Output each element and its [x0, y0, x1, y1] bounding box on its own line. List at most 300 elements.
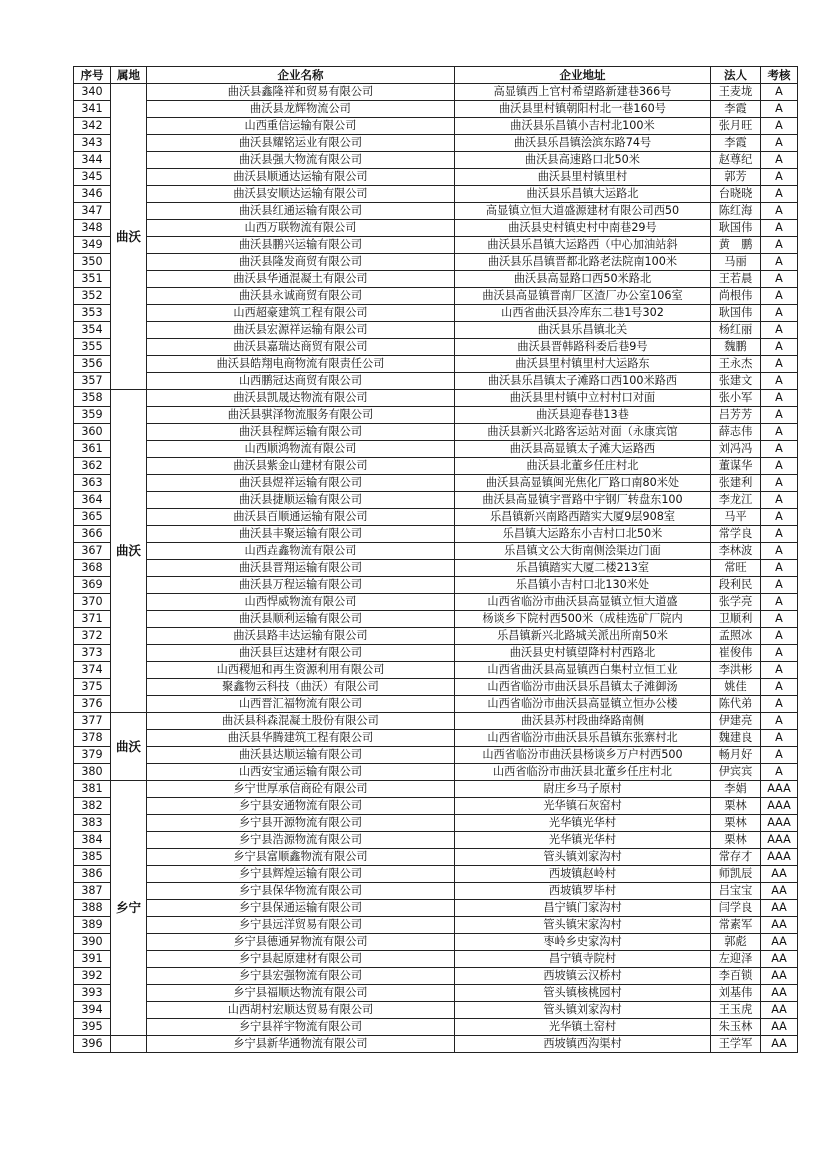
cell-company-name: 山西万联物流有限公司	[147, 220, 455, 237]
table-row	[74, 696, 798, 713]
cell-company-address: 曲沃县乐昌镇大运路北	[455, 186, 711, 203]
cell-company-name: 乡宁县浩源物流有限公司	[147, 832, 455, 849]
cell-rating: A	[761, 611, 798, 628]
cell-company-address: 光华镇光华村	[455, 832, 711, 849]
cell-legal-rep: 孟照冰	[711, 628, 761, 645]
cell-company-name: 曲沃县丰聚运输有限公司	[147, 526, 455, 543]
cell-company-name: 曲沃县百顺通运输有限公司	[147, 509, 455, 526]
cell-company-address: 曲沃县史村镇史村中南巷29号	[455, 220, 711, 237]
cell-rating: AAA	[761, 798, 798, 815]
cell-company-address: 曲沃县里村镇里村	[455, 169, 711, 186]
cell-company-name: 乡宁县起原建材有限公司	[147, 951, 455, 968]
cell-company-address: 曲沃县乐昌镇小吉村北100米	[455, 118, 711, 135]
table-row	[74, 1002, 798, 1019]
cell-company-name: 聚鑫物云科技（曲沃）有限公司	[147, 679, 455, 696]
cell-seq: 356	[74, 356, 111, 373]
cell-seq: 375	[74, 679, 111, 696]
cell-seq: 389	[74, 917, 111, 934]
cell-rating: A	[761, 186, 798, 203]
cell-company-address: 乐昌镇新兴南路西踏实大厦9层908室	[455, 509, 711, 526]
cell-seq: 371	[74, 611, 111, 628]
cell-company-address: 光华镇光华村	[455, 815, 711, 832]
table-row	[74, 84, 798, 101]
cell-legal-rep: 朱玉林	[711, 1019, 761, 1036]
cell-rating: A	[761, 101, 798, 118]
cell-company-address: 曲沃县乐昌镇大运路西（中心加油站斜	[455, 237, 711, 254]
cell-company-address: 山西省临汾市曲沃县乐昌镇东张寨村北	[455, 730, 711, 747]
cell-legal-rep: 陈红海	[711, 203, 761, 220]
cell-seq: 365	[74, 509, 111, 526]
cell-legal-rep: 伊宾宾	[711, 764, 761, 781]
cell-company-name: 曲沃县隆发商贸有限公司	[147, 254, 455, 271]
cell-company-address: 曲沃县乐昌镇北关	[455, 322, 711, 339]
cell-seq: 394	[74, 1002, 111, 1019]
cell-seq: 363	[74, 475, 111, 492]
cell-seq: 385	[74, 849, 111, 866]
cell-company-name: 山西超豪建筑工程有限公司	[147, 305, 455, 322]
table-row	[74, 594, 798, 611]
cell-rating: AA	[761, 1019, 798, 1036]
table-row	[74, 747, 798, 764]
cell-legal-rep: 崔俊伟	[711, 645, 761, 662]
cell-legal-rep: 闫学良	[711, 900, 761, 917]
cell-rating: A	[761, 356, 798, 373]
cell-company-name: 曲沃县顺利运输有限公司	[147, 611, 455, 628]
cell-legal-rep: 尚根伟	[711, 288, 761, 305]
table-row	[74, 679, 798, 696]
table-row	[74, 101, 798, 118]
cell-seq: 374	[74, 662, 111, 679]
table-row	[74, 390, 798, 407]
cell-company-name: 曲沃县万程运输有限公司	[147, 577, 455, 594]
cell-legal-rep: 王麦垅	[711, 84, 761, 101]
cell-rating: AA	[761, 917, 798, 934]
cell-legal-rep: 王若晨	[711, 271, 761, 288]
cell-rating: A	[761, 169, 798, 186]
table-row	[74, 968, 798, 985]
table-row	[74, 1036, 798, 1053]
header-legal-rep: 法人	[711, 67, 761, 84]
cell-company-name: 曲沃县永诚商贸有限公司	[147, 288, 455, 305]
cell-legal-rep: 赵尊纪	[711, 152, 761, 169]
table-row	[74, 305, 798, 322]
cell-company-name: 曲沃县嘉瑞达商贸有限公司	[147, 339, 455, 356]
cell-company-name: 乡宁县保通运输有限公司	[147, 900, 455, 917]
cell-company-address: 山西省临汾市曲沃县高显镇立恒大道盛	[455, 594, 711, 611]
cell-company-name: 乡宁县辉煌运输有限公司	[147, 866, 455, 883]
cell-rating: A	[761, 509, 798, 526]
cell-company-address: 西坡镇云汉桥村	[455, 968, 711, 985]
cell-company-address: 昌宁镇门家沟村	[455, 900, 711, 917]
cell-seq: 386	[74, 866, 111, 883]
table-row	[74, 237, 798, 254]
cell-rating: A	[761, 475, 798, 492]
table-row	[74, 407, 798, 424]
cell-seq: 391	[74, 951, 111, 968]
cell-rating: A	[761, 152, 798, 169]
header-rating: 考核	[761, 67, 798, 84]
cell-company-name: 曲沃县鑫隆祥和贸易有限公司	[147, 84, 455, 101]
cell-legal-rep: 姚佳	[711, 679, 761, 696]
cell-company-name: 曲沃县捷顺运输有限公司	[147, 492, 455, 509]
table-row	[74, 543, 798, 560]
cell-company-name: 乡宁县祥宇物流有限公司	[147, 1019, 455, 1036]
cell-company-name: 乡宁县开源物流有限公司	[147, 815, 455, 832]
cell-legal-rep: 李霞	[711, 101, 761, 118]
cell-company-name: 曲沃县晋翔运输有限公司	[147, 560, 455, 577]
cell-company-address: 曲沃县里村镇里村大运路东	[455, 356, 711, 373]
cell-legal-rep: 薛志伟	[711, 424, 761, 441]
cell-legal-rep: 常素军	[711, 917, 761, 934]
cell-company-address: 曲沃县乐昌镇浍滨东路74号	[455, 135, 711, 152]
cell-legal-rep: 段利民	[711, 577, 761, 594]
cell-company-address: 光华镇石灰窑村	[455, 798, 711, 815]
cell-company-name: 曲沃县顺通达运输有限公司	[147, 169, 455, 186]
cell-rating: A	[761, 288, 798, 305]
cell-company-address: 乐昌镇踏实大厦二楼213室	[455, 560, 711, 577]
header-company-name: 企业名称	[147, 67, 455, 84]
cell-legal-rep: 李洪彬	[711, 662, 761, 679]
cell-seq: 364	[74, 492, 111, 509]
cell-company-address: 西坡镇西沟渠村	[455, 1036, 711, 1053]
cell-seq: 378	[74, 730, 111, 747]
table-row	[74, 356, 798, 373]
cell-rating: AA	[761, 866, 798, 883]
cell-legal-rep: 台晓晓	[711, 186, 761, 203]
table-row	[74, 730, 798, 747]
cell-company-name: 曲沃县鹏兴运输有限公司	[147, 237, 455, 254]
cell-rating: A	[761, 628, 798, 645]
cell-company-name: 曲沃县程辉运输有限公司	[147, 424, 455, 441]
table-row	[74, 577, 798, 594]
cell-company-address: 曲沃县乐昌镇晋都北路老法院南100米	[455, 254, 711, 271]
cell-rating: A	[761, 764, 798, 781]
cell-seq: 388	[74, 900, 111, 917]
cell-rating: A	[761, 441, 798, 458]
cell-rating: A	[761, 424, 798, 441]
cell-company-address: 山西省临汾市曲沃县高显镇立恒办公楼	[455, 696, 711, 713]
cell-seq: 368	[74, 560, 111, 577]
cell-company-name: 乡宁县富顺鑫物流有限公司	[147, 849, 455, 866]
cell-company-address: 曲沃县里村镇朝阳村北一巷160号	[455, 101, 711, 118]
cell-seq: 354	[74, 322, 111, 339]
cell-company-name: 山西稷旭和再生资源利用有限公司	[147, 662, 455, 679]
cell-company-address: 山西省曲沃县冷库东二巷1号302	[455, 305, 711, 322]
cell-seq: 383	[74, 815, 111, 832]
cell-company-name: 乡宁县宏强物流有限公司	[147, 968, 455, 985]
cell-seq: 342	[74, 118, 111, 135]
cell-rating: AA	[761, 883, 798, 900]
cell-rating: A	[761, 237, 798, 254]
table-row	[74, 832, 798, 849]
cell-seq: 358	[74, 390, 111, 407]
cell-company-name: 曲沃县安顺达运输有限公司	[147, 186, 455, 203]
cell-company-name: 曲沃县宏源祥运输有限公司	[147, 322, 455, 339]
cell-seq: 376	[74, 696, 111, 713]
cell-area: 曲沃	[111, 390, 147, 713]
cell-seq: 367	[74, 543, 111, 560]
cell-legal-rep: 吕宝宝	[711, 883, 761, 900]
cell-legal-rep: 刘基伟	[711, 985, 761, 1002]
cell-seq: 370	[74, 594, 111, 611]
cell-rating: A	[761, 203, 798, 220]
table-row	[74, 985, 798, 1002]
company-table-sheet	[73, 66, 791, 1053]
cell-area: 乡宁	[111, 781, 147, 1036]
cell-company-name: 山西垚鑫物流有限公司	[147, 543, 455, 560]
cell-legal-rep: 王永杰	[711, 356, 761, 373]
table-row	[74, 866, 798, 883]
cell-company-name: 曲沃县达顺运输有限公司	[147, 747, 455, 764]
table-row	[74, 611, 798, 628]
header-area: 属地	[111, 67, 147, 84]
cell-seq: 387	[74, 883, 111, 900]
cell-company-address: 曲沃县里村镇中立村村口对面	[455, 390, 711, 407]
cell-company-name: 乡宁县福顺达物流有限公司	[147, 985, 455, 1002]
cell-company-address: 乐昌镇文公大街南侧浍渠边门面	[455, 543, 711, 560]
cell-company-name: 曲沃县华通混凝土有限公司	[147, 271, 455, 288]
cell-rating: A	[761, 526, 798, 543]
cell-rating: A	[761, 696, 798, 713]
cell-rating: A	[761, 135, 798, 152]
cell-company-name: 山西胡村宏顺达贸易有限公司	[147, 1002, 455, 1019]
cell-legal-rep: 杨红丽	[711, 322, 761, 339]
cell-legal-rep: 常存才	[711, 849, 761, 866]
cell-company-address: 山西省曲沃县高显镇西白集村立恒工业	[455, 662, 711, 679]
cell-company-address: 管头镇核桃园村	[455, 985, 711, 1002]
cell-legal-rep: 李百锁	[711, 968, 761, 985]
cell-rating: A	[761, 594, 798, 611]
cell-company-address: 曲沃县高显镇闽光焦化厂路口南80米处	[455, 475, 711, 492]
cell-seq: 379	[74, 747, 111, 764]
table-row	[74, 169, 798, 186]
cell-company-address: 昌宁镇寺院村	[455, 951, 711, 968]
cell-company-name: 山西悍威物流有限公司	[147, 594, 455, 611]
table-row	[74, 526, 798, 543]
cell-area	[111, 1036, 147, 1053]
table-row	[74, 424, 798, 441]
cell-company-name: 乡宁县德通昇物流有限公司	[147, 934, 455, 951]
cell-legal-rep: 耿国伟	[711, 220, 761, 237]
table-row	[74, 917, 798, 934]
cell-company-name: 山西安宝通运输有限公司	[147, 764, 455, 781]
cell-seq: 351	[74, 271, 111, 288]
cell-company-address: 山西省临汾市曲沃县乐昌镇太子滩御汤	[455, 679, 711, 696]
cell-company-address: 枣岭乡史家沟村	[455, 934, 711, 951]
cell-seq: 359	[74, 407, 111, 424]
table-row	[74, 339, 798, 356]
cell-rating: AA	[761, 968, 798, 985]
cell-company-address: 曲沃县高显镇晋南厂区渣厂办公室106室	[455, 288, 711, 305]
cell-company-address: 光华镇土窑村	[455, 1019, 711, 1036]
cell-company-address: 乐昌镇大运路东小吉村口北50米	[455, 526, 711, 543]
table-row	[74, 118, 798, 135]
cell-legal-rep: 耿国伟	[711, 305, 761, 322]
cell-seq: 390	[74, 934, 111, 951]
table-header-row	[74, 67, 798, 84]
table-row	[74, 764, 798, 781]
cell-rating: A	[761, 645, 798, 662]
cell-rating: A	[761, 118, 798, 135]
cell-company-name: 山西顺鸿物流有限公司	[147, 441, 455, 458]
cell-legal-rep: 马平	[711, 509, 761, 526]
cell-legal-rep: 刘冯冯	[711, 441, 761, 458]
cell-legal-rep: 张小军	[711, 390, 761, 407]
cell-rating: A	[761, 390, 798, 407]
cell-legal-rep: 李霞	[711, 135, 761, 152]
cell-seq: 372	[74, 628, 111, 645]
cell-legal-rep: 王玉虎	[711, 1002, 761, 1019]
table-row	[74, 509, 798, 526]
cell-rating: A	[761, 322, 798, 339]
cell-company-name: 乡宁县远洋贸易有限公司	[147, 917, 455, 934]
cell-rating: AA	[761, 985, 798, 1002]
table-row	[74, 560, 798, 577]
table-row	[74, 288, 798, 305]
cell-legal-rep: 张建利	[711, 475, 761, 492]
cell-seq: 362	[74, 458, 111, 475]
cell-company-name: 乡宁县新华通物流有限公司	[147, 1036, 455, 1053]
cell-rating: A	[761, 492, 798, 509]
cell-seq: 352	[74, 288, 111, 305]
cell-company-name: 曲沃县科森混凝土股份有限公司	[147, 713, 455, 730]
cell-rating: AA	[761, 1036, 798, 1053]
table-row	[74, 1019, 798, 1036]
cell-company-name: 曲沃县巨达建材有限公司	[147, 645, 455, 662]
cell-seq: 382	[74, 798, 111, 815]
cell-rating: A	[761, 543, 798, 560]
cell-rating: A	[761, 407, 798, 424]
table-row	[74, 152, 798, 169]
cell-legal-rep: 李娟	[711, 781, 761, 798]
table-row	[74, 951, 798, 968]
cell-company-address: 西坡镇罗毕村	[455, 883, 711, 900]
cell-company-address: 曲沃县高显镇宇晋路中宇钢厂转盘东100	[455, 492, 711, 509]
cell-company-name: 乡宁世厚承信商砼有限公司	[147, 781, 455, 798]
cell-company-address: 曲沃县高速路口北50米	[455, 152, 711, 169]
table-row	[74, 883, 798, 900]
cell-legal-rep: 常学良	[711, 526, 761, 543]
cell-seq: 395	[74, 1019, 111, 1036]
table-row	[74, 492, 798, 509]
cell-rating: A	[761, 679, 798, 696]
cell-company-address: 曲沃县高显镇太子滩大运路西	[455, 441, 711, 458]
table-row	[74, 662, 798, 679]
cell-legal-rep: 郭芳	[711, 169, 761, 186]
cell-seq: 380	[74, 764, 111, 781]
cell-company-address: 高显镇立恒大道盛源建材有限公司西50	[455, 203, 711, 220]
cell-seq: 355	[74, 339, 111, 356]
cell-seq: 384	[74, 832, 111, 849]
cell-rating: A	[761, 84, 798, 101]
cell-legal-rep: 栗林	[711, 798, 761, 815]
cell-company-name: 曲沃县紫金山建材有限公司	[147, 458, 455, 475]
cell-company-name: 乡宁县安通物流有限公司	[147, 798, 455, 815]
cell-seq: 366	[74, 526, 111, 543]
cell-rating: A	[761, 254, 798, 271]
cell-seq: 348	[74, 220, 111, 237]
cell-rating: A	[761, 730, 798, 747]
cell-company-name: 曲沃县龙辉物流公司	[147, 101, 455, 118]
table-row	[74, 781, 798, 798]
table-row	[74, 186, 798, 203]
table-row	[74, 322, 798, 339]
cell-seq: 350	[74, 254, 111, 271]
cell-legal-rep: 王学军	[711, 1036, 761, 1053]
cell-legal-rep: 魏建良	[711, 730, 761, 747]
cell-company-name: 曲沃县强大物流有限公司	[147, 152, 455, 169]
cell-seq: 346	[74, 186, 111, 203]
cell-seq: 377	[74, 713, 111, 730]
table-row	[74, 203, 798, 220]
table-row	[74, 900, 798, 917]
cell-legal-rep: 常旺	[711, 560, 761, 577]
cell-rating: A	[761, 305, 798, 322]
cell-seq: 392	[74, 968, 111, 985]
cell-rating: A	[761, 339, 798, 356]
cell-area: 曲沃	[111, 84, 147, 390]
cell-company-address: 曲沃县史村镇望降村村西路北	[455, 645, 711, 662]
header-seq: 序号	[74, 67, 111, 84]
cell-legal-rep: 卫顺利	[711, 611, 761, 628]
cell-company-address: 西坡镇赵岭村	[455, 866, 711, 883]
cell-rating: A	[761, 713, 798, 730]
cell-rating: AA	[761, 1002, 798, 1019]
cell-rating: A	[761, 560, 798, 577]
cell-company-name: 曲沃县红通运输有限公司	[147, 203, 455, 220]
cell-company-name: 曲沃县华腾建筑工程有限公司	[147, 730, 455, 747]
cell-legal-rep: 张月旺	[711, 118, 761, 135]
cell-company-address: 曲沃县乐昌镇太子滩路口西100米路西	[455, 373, 711, 390]
cell-rating: A	[761, 747, 798, 764]
table-row	[74, 628, 798, 645]
cell-rating: AAA	[761, 849, 798, 866]
table-row	[74, 373, 798, 390]
cell-company-address: 曲沃县苏村段曲绛路南侧	[455, 713, 711, 730]
cell-legal-rep: 栗林	[711, 815, 761, 832]
cell-legal-rep: 李林波	[711, 543, 761, 560]
table-row	[74, 271, 798, 288]
cell-company-address: 管头镇刘家沟村	[455, 849, 711, 866]
cell-seq: 340	[74, 84, 111, 101]
cell-seq: 369	[74, 577, 111, 594]
cell-legal-rep: 李龙江	[711, 492, 761, 509]
table-row	[74, 713, 798, 730]
cell-legal-rep: 陈代弟	[711, 696, 761, 713]
cell-company-name: 乡宁县保华物流有限公司	[147, 883, 455, 900]
cell-seq: 343	[74, 135, 111, 152]
cell-company-name: 曲沃县骐泽物流服务有限公司	[147, 407, 455, 424]
cell-seq: 360	[74, 424, 111, 441]
cell-company-address: 曲沃县迎春巷13巷	[455, 407, 711, 424]
cell-legal-rep: 吕芳芳	[711, 407, 761, 424]
cell-legal-rep: 张学亮	[711, 594, 761, 611]
cell-legal-rep: 伊建亮	[711, 713, 761, 730]
table-row	[74, 798, 798, 815]
cell-company-address: 曲沃县北董乡任庄村北	[455, 458, 711, 475]
cell-company-address: 山西省临汾市曲沃县北董乡任庄村北	[455, 764, 711, 781]
cell-rating: A	[761, 373, 798, 390]
cell-seq: 393	[74, 985, 111, 1002]
cell-rating: A	[761, 271, 798, 288]
cell-seq: 373	[74, 645, 111, 662]
cell-legal-rep: 郭彪	[711, 934, 761, 951]
cell-rating: AA	[761, 951, 798, 968]
cell-legal-rep: 畅月好	[711, 747, 761, 764]
cell-rating: A	[761, 662, 798, 679]
table-row	[74, 441, 798, 458]
cell-legal-rep: 左迎泽	[711, 951, 761, 968]
